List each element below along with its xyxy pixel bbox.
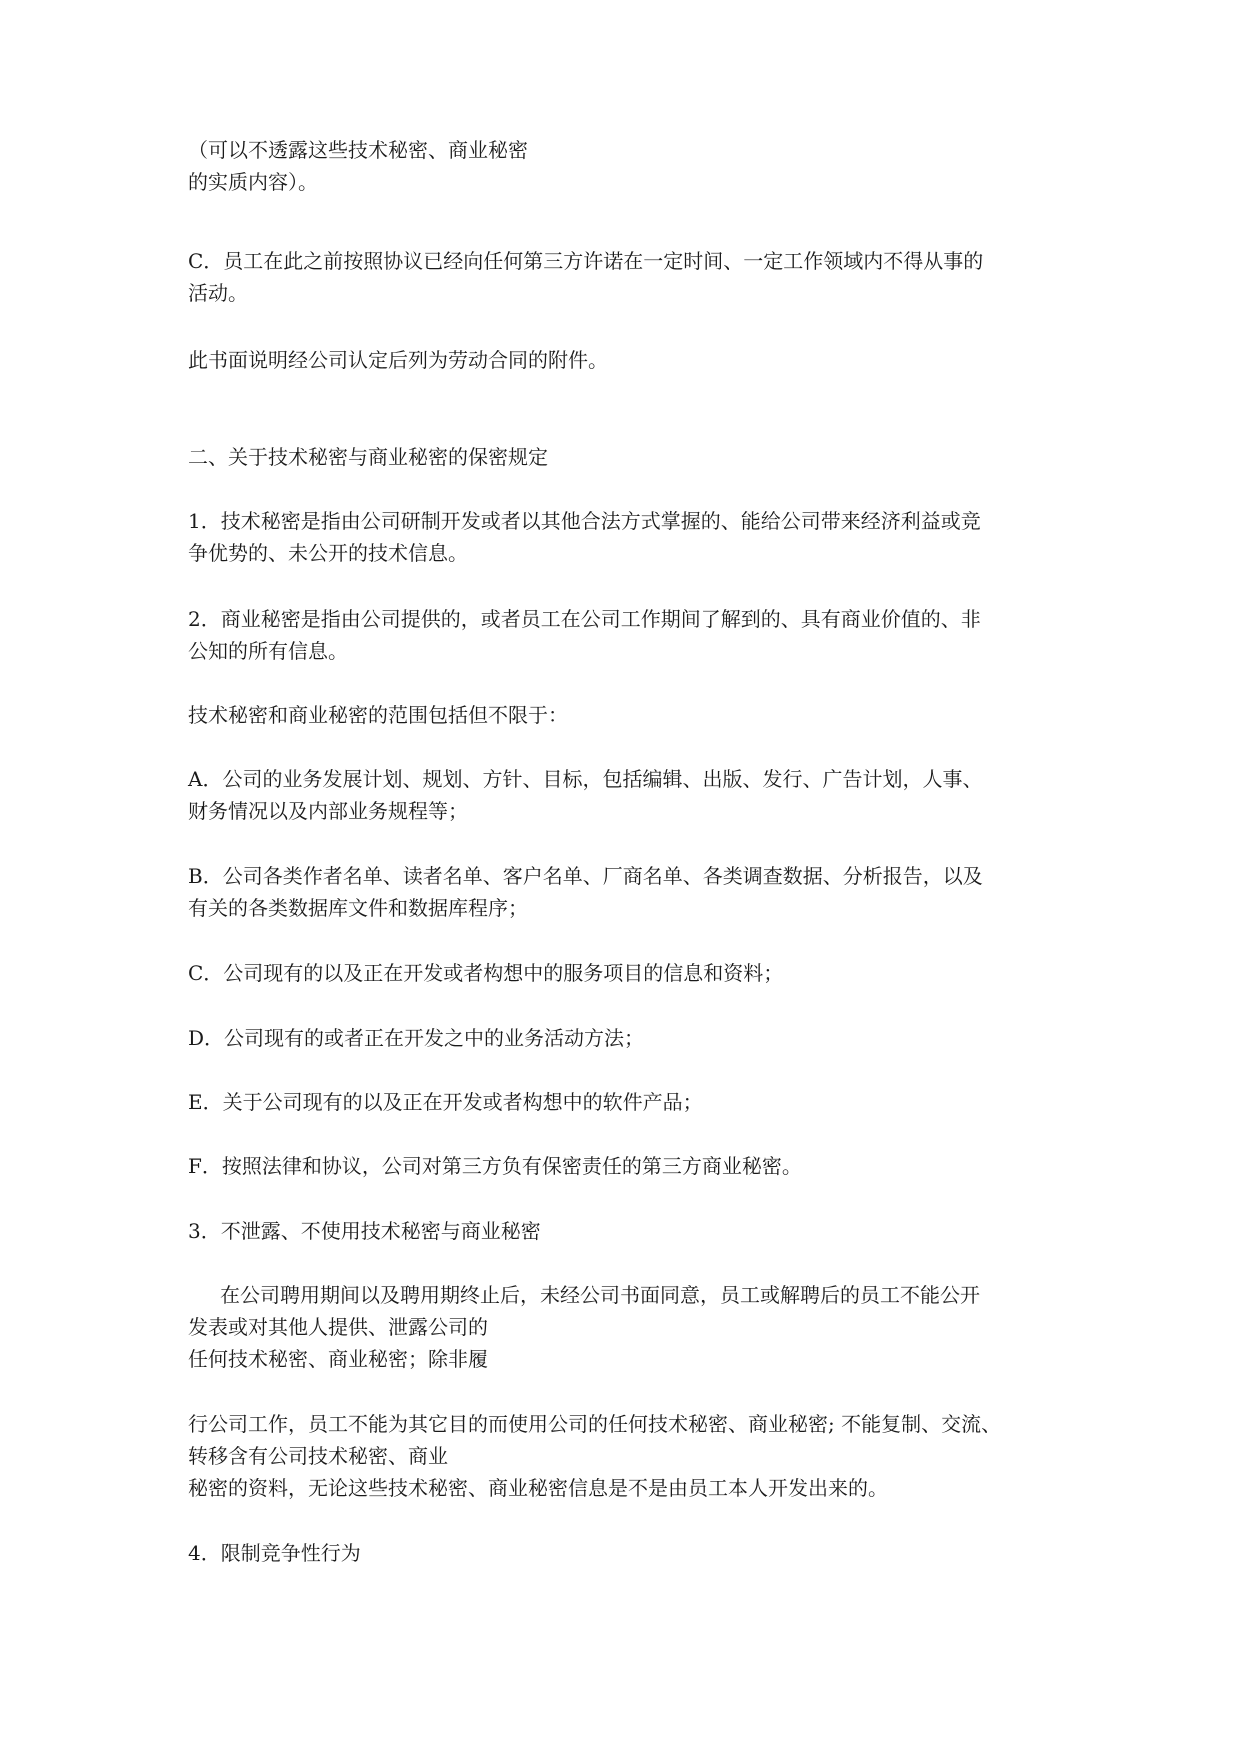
paragraph-clause-3-heading <box>188 1215 1058 1247</box>
text-line: 公知的所有信息。 <box>188 639 348 663</box>
text-line: 秘密的资料，无论这些技术秘密、商业秘密信息是不是由员工本人开发出来的。 <box>188 1476 888 1500</box>
paragraph-clause-1-technical-secret <box>188 505 1058 569</box>
text-line: 转移含有公司技术秘密、商业 <box>188 1444 448 1468</box>
text-line: C．公司现有的以及正在开发或者构想中的服务项目的信息和资料； <box>188 961 784 985</box>
text-line: 财务情况以及内部业务规程等； <box>188 799 468 823</box>
text-line: 争优势的、未公开的技术信息。 <box>188 541 468 565</box>
text-line: 3．不泄露、不使用技术秘密与商业秘密 <box>188 1219 541 1243</box>
paragraph-scope-item-a <box>188 763 1058 827</box>
paragraph-item-c-prior-commitment <box>188 245 1058 309</box>
text-line: 活动。 <box>188 281 248 305</box>
text-line: C．员工在此之前按照协议已经向任何第三方许诺在一定时间、一定工作领域内不得从事的 <box>188 249 984 273</box>
text-line: 任何技术秘密、商业秘密；除非履 <box>188 1347 488 1371</box>
text-line: F．按照法律和协议，公司对第三方负有保密责任的第三方商业秘密。 <box>188 1154 802 1178</box>
paragraph-scope-item-f <box>188 1150 1058 1182</box>
text-line: （可以不透露这些技术秘密、商业秘密 <box>188 138 528 162</box>
paragraph-scope-item-c <box>188 957 1058 989</box>
text-line: 二、关于技术秘密与商业秘密的保密规定 <box>188 445 548 469</box>
text-line: 此书面说明经公司认定后列为劳动合同的附件。 <box>188 348 608 372</box>
text-line: 在公司聘用期间以及聘用期终止后，未经公司书面同意，员工或解聘后的员工不能公开 <box>220 1283 980 1307</box>
text-line: 行公司工作，员工不能为其它目的而使用公司的任何技术秘密、商业秘密; 不能复制、交流、 <box>188 1412 1002 1436</box>
text-line: B．公司各类作者名单、读者名单、客户名单、厂商名单、各类调查数据、分析报告，以及 <box>188 864 983 888</box>
text-line: D．公司现有的或者正在开发之中的业务活动方法； <box>188 1026 645 1050</box>
paragraph-clause-3-continuation <box>188 1408 1058 1504</box>
text-line: 1．技术秘密是指由公司研制开发或者以其他合法方式掌握的、能给公司带来经济利益或竞 <box>188 509 981 533</box>
paragraph-appendix-statement <box>188 344 1058 376</box>
text-line: E．关于公司现有的以及正在开发或者构想中的软件产品； <box>188 1090 703 1114</box>
text-line: 技术秘密和商业秘密的范围包括但不限于： <box>188 703 568 727</box>
paragraph-scope-intro <box>188 699 1058 731</box>
section-heading-confidentiality <box>188 441 1058 473</box>
text-line: A．公司的业务发展计划、规划、方针、目标，包括编辑、出版、发行、广告计划，人事、 <box>188 767 983 791</box>
text-line: 发表或对其他人提供、泄露公司的 <box>188 1315 488 1339</box>
paragraph-disclosure-note <box>188 134 1058 198</box>
paragraph-clause-4-heading <box>188 1537 1058 1569</box>
paragraph-clause-2-business-secret <box>188 603 1058 667</box>
paragraph-scope-item-d <box>188 1022 1058 1054</box>
paragraph-scope-item-b <box>188 860 1058 924</box>
text-line: 2．商业秘密是指由公司提供的，或者员工在公司工作期间了解到的、具有商业价值的、非 <box>188 607 981 631</box>
paragraph-scope-item-e <box>188 1086 1058 1118</box>
text-line: 4．限制竞争性行为 <box>188 1541 361 1565</box>
text-line: 有关的各类数据库文件和数据库程序； <box>188 896 528 920</box>
text-line: 的实质内容）。 <box>188 170 318 194</box>
paragraph-clause-3-body <box>188 1279 1058 1375</box>
